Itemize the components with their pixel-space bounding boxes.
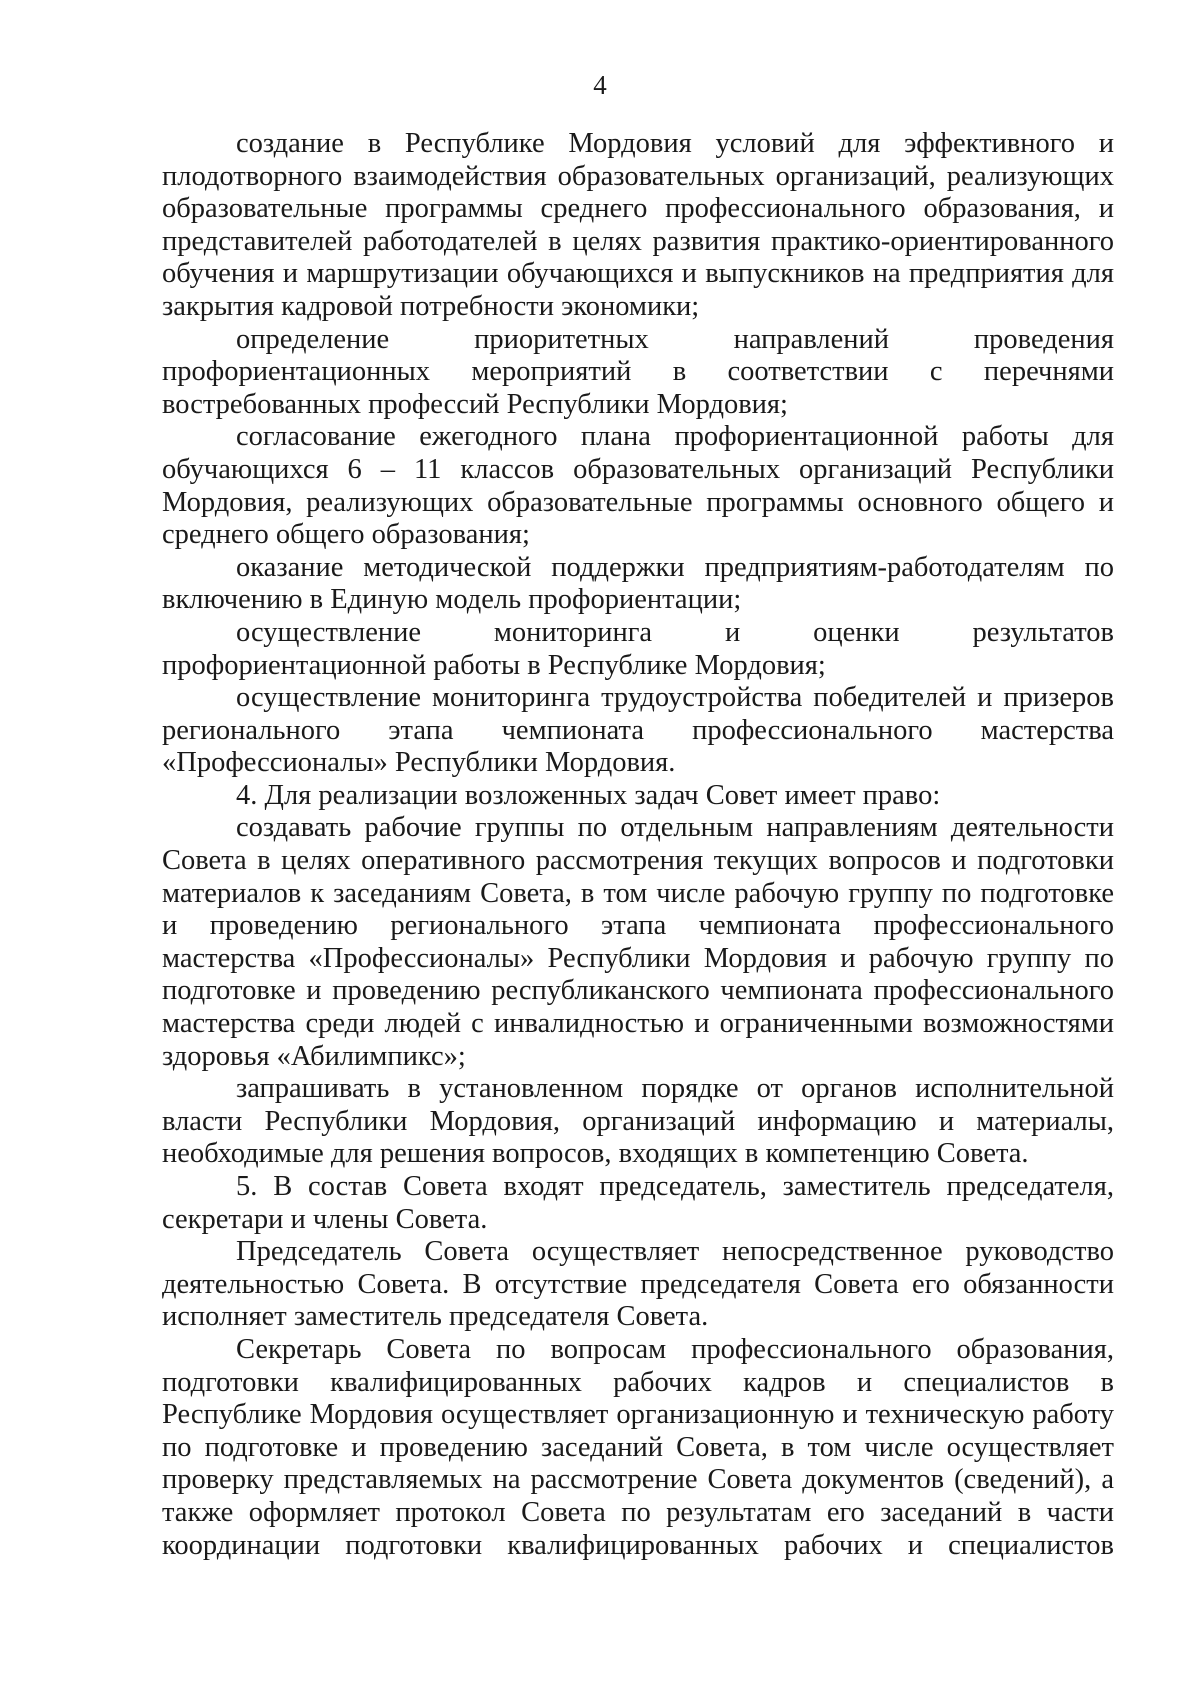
paragraph-employment-monitoring: осуществление мониторинга трудоустройства победителей и призеров регионального этапа чемпионата профессионального мастерства «Профессионалы» Республики Мордовия.: [162, 682, 1114, 779]
paragraph-methodical-support: оказание методической поддержки предприятиям-работодателям по включению в Единую модель профориентации;: [162, 551, 1114, 616]
paragraph-career-guidance-priorities: определение приоритетных направлений проведения профориентационных мероприятий в соответствии с перечнями востребованных профессий Республики Мордовия;: [162, 323, 1114, 420]
paragraph-council-tasks-conditions: создание в Республике Мордовия условий для эффективного и плодотворного взаимодействия образовательных организаций, реализующих образовательные программы среднего профессионального образования, и представителей работодателей в целях развития практико-ориентированного обучения и маршрутизации обучающихся и выпускников на предприятия для закрытия кадровой потребности экономики;: [162, 128, 1114, 322]
paragraph-annual-plan-approval: согласование ежегодного плана профориентационной работы для обучающихся 6 – 11 классов образовательных организаций Республики Мордовия, реализующих образовательные программы основного общего и среднего общего образования;: [162, 421, 1114, 551]
paragraph-monitoring-results: осуществление мониторинга и оценки результатов профориентационной работы в Республике Мордовия;: [162, 616, 1114, 681]
document-body: [162, 128, 1114, 1562]
paragraph-secretary-duties: Секретарь Совета по вопросам профессионального образования, подготовки квалифицированных рабочих кадров и специалистов в Республике Мордовия осуществляет организационную и техническую работу по подготовке и проведению заседаний Совета, в том числе осуществляет проверку представляемых на рассмотрение Совета документов (сведений), а также оформляет протокол Совета по результатам его заседаний в части координации подготовки квалифицированных рабочих и специалистов: [162, 1333, 1114, 1561]
paragraph-working-groups: создавать рабочие группы по отдельным направлениям деятельности Совета в целях оперативного рассмотрения текущих вопросов и подготовки материалов к заседаниям Совета, в том числе рабочую группу по подготовке и проведению регионального этапа чемпионата профессионального мастерства «Профессионалы» Республики Мордовия и рабочую группу по подготовке и проведению республиканского чемпионата профессионального мастерства среди людей с инвалидностью и ограниченными возможностями здоровья «Абилимпикс»;: [162, 812, 1114, 1072]
paragraph-council-rights-heading: 4. Для реализации возложенных задач Совет имеет право:: [236, 779, 941, 811]
page-number: 4: [593, 70, 607, 100]
paragraph-council-composition: 5. В состав Совета входят председатель, заместитель председателя, секретари и члены Совета.: [162, 1171, 1114, 1235]
paragraph-request-information: запрашивать в установленном порядке от органов исполнительной власти Республики Мордовия, организаций информацию и материалы, необходимые для решения вопросов, входящих в компетенцию Совета.: [162, 1073, 1114, 1170]
paragraph-chairman-duties: Председатель Совета осуществляет непосредственное руководство деятельностью Совета. В отсутствие председателя Совета его обязанности исполняет заместитель председателя Совета.: [162, 1236, 1114, 1333]
